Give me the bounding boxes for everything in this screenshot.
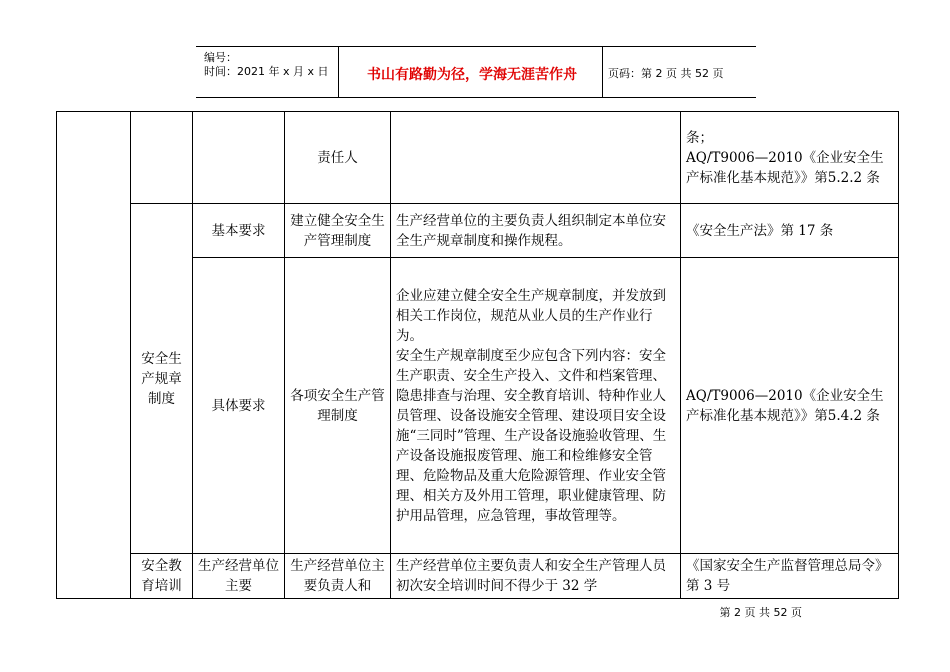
empty-cell (193, 112, 285, 204)
empty-cell (131, 112, 193, 204)
table-row (57, 112, 899, 204)
page-header (196, 46, 756, 98)
item-cell: 生产经营单位主要 (193, 554, 285, 599)
header-motto: 书山有路勤为径，学海无涯苦作舟 (367, 67, 577, 83)
empty-cell (57, 112, 131, 599)
content-cell: 企业应建立健全安全生产规章制度，并发放到相关工作岗位，规范从业人员的生产作业行为。 安全生产规章制度至少应包含下列内容：安全生产职责、安全生产投入、文件和档案管理、隐患排查与治理、安全教育培训、特种作业人员管理、设备设施安全管理、建设项目安全设施“三同时”管理、生产设备设施验收管理、生产设备设施报废管理、施工和检维修安全管理、危险物品及重大危险源管理、作业安全管理、相关方及外用工管理，职业健康管理、防护用品管理，应急管理，事故管理等。 (391, 258, 681, 554)
topic-cell: 建立健全安全生产管理制度 (285, 204, 391, 258)
header-page-info: 页码：第 2 页 共 52 页 (608, 67, 724, 80)
section-cell: 安全生产规章制度 (131, 204, 193, 554)
time-label: 时间：2021 年 x 月 x 日 (204, 65, 329, 78)
basis-cell: 条； AQ/T9006—2010《企业安全生产标准化基本规范》》第5.2.2 条 (681, 112, 899, 204)
regulation-table (56, 111, 899, 599)
content-cell: 生产经营单位主要负责人和安全生产管理人员初次安全培训时间不得少于 32 学 (391, 554, 681, 599)
table-row (57, 554, 899, 599)
page-footer: 第 2 页 共 52 页 (719, 606, 802, 619)
topic-cell: 责任人 (285, 112, 391, 204)
empty-cell (391, 112, 681, 204)
section-cell: 安全教育培训 (131, 554, 193, 599)
item-cell: 基本要求 (193, 204, 285, 258)
topic-cell: 生产经营单位主要负责人和 (285, 554, 391, 599)
header-divider (338, 47, 339, 97)
basis-cell: AQ/T9006—2010《企业安全生产标准化基本规范》》第5.4.2 条 (681, 258, 899, 554)
basis-cell: 《国家安全生产监督管理总局令》第 3 号 (681, 554, 899, 599)
header-divider (602, 47, 603, 97)
content-cell: 生产经营单位的主要负责人组织制定本单位安全生产规章制度和操作规程。 (391, 204, 681, 258)
basis-cell: 《安全生产法》第 17 条 (681, 204, 899, 258)
table-row (57, 204, 899, 258)
code-label: 编号： (204, 51, 237, 64)
item-cell: 具体要求 (193, 258, 285, 554)
header-meta (204, 51, 329, 79)
topic-cell: 各项安全生产管理制度 (285, 258, 391, 554)
